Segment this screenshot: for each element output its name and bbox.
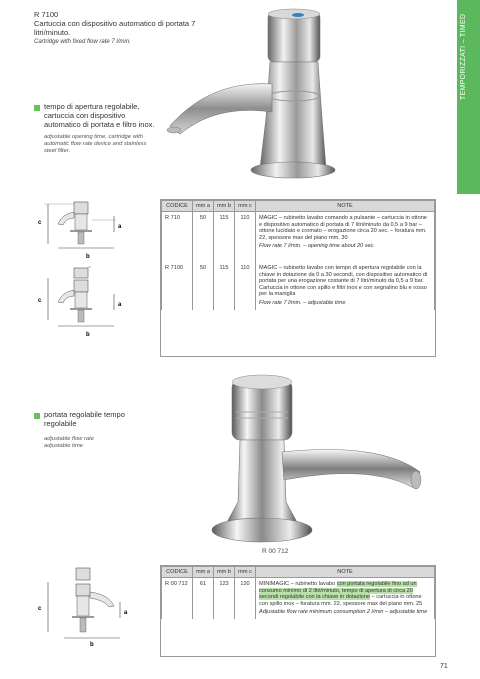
row-code: R 00 712: [162, 578, 193, 619]
row-c: 110: [235, 253, 256, 310]
row-note: [256, 253, 435, 310]
table-row: [162, 212, 435, 253]
table-header-row: [162, 567, 435, 578]
col-note: NOTE: [256, 567, 435, 578]
row-c: 110: [235, 212, 256, 253]
dim-c-label: c: [38, 606, 42, 612]
feature1-text: tempo di apertura regolabile, cartuccia con dispositivo automatico di portata e filtro inox.: [44, 102, 155, 129]
row-note-it: MAGIC – rubinetto lavabo comando a pulsante – cartuccia in ottone e dispositivo automatico di portata di 7 litri/minuto da 0,5 a 9 bar – ottone lucidato e cromato – erogazione circa 20 sec. – foratura mm. 22, spessore max del piano mm. 30: [259, 215, 427, 241]
table-header-row: [162, 201, 435, 212]
row-a: 50: [193, 212, 214, 253]
dim-c-label: c: [38, 298, 42, 304]
dimension-drawing-r710: [34, 198, 144, 262]
dim-b-label: b: [90, 642, 94, 648]
row-b: 115: [214, 212, 235, 253]
spec-table-2: [161, 566, 435, 619]
table-row: [162, 578, 435, 619]
spec-table-1: [161, 200, 435, 310]
col-code: CODICE: [162, 201, 193, 212]
cartridge-title-en: Cartridge with fixed flow rate 7 l/min.: [34, 39, 131, 45]
dimension-drawing-r7100: [34, 266, 144, 338]
spec-table-1-frame: [160, 199, 436, 357]
dim-b-label: b: [86, 254, 90, 260]
row-note-en: Flow rate 7 l/min. – adjustable time: [259, 299, 346, 306]
table-row: [162, 253, 435, 310]
spec-table-2-frame: [160, 565, 436, 657]
col-code: CODICE: [162, 567, 193, 578]
col-note: NOTE: [256, 201, 435, 212]
row-note: [256, 212, 435, 253]
row-note-post: – cartuccia in ottone con spillo inox – foratura mm. 22, spessore max del piano mm. 25: [259, 594, 423, 607]
col-a: mm a: [193, 201, 214, 212]
dim-a-label: a: [118, 224, 122, 230]
faucet-minimagic-image: [170, 372, 440, 557]
dim-b-label: b: [86, 332, 90, 338]
row-note-highlight: con portata regolabile fino ad un consumo minimo di 2 litri/minuto, tempo di apertura di circa 20 secondi regolabile con la chiave in dotazione: [259, 581, 417, 601]
category-tab: [457, 0, 480, 194]
page-number: 71: [440, 663, 448, 670]
col-b: mm b: [214, 201, 235, 212]
row-note-en: Flow rate 7 l/min. – opening time about 20 sec.: [259, 243, 375, 250]
product-code: R 7100: [34, 10, 59, 19]
row-c: 120: [235, 578, 256, 619]
feature1-text-en: adjustable opening time, cartridge with automatic flow rate device and stainless steel filter.: [44, 134, 147, 154]
cartridge-title: Cartuccia con dispositivo automatico di portata 7 litri/minuto.: [34, 19, 196, 37]
row-b: 123: [214, 578, 235, 619]
row-a: 61: [193, 578, 214, 619]
feature2-text-en: adjustable flow rate adjustable time: [44, 436, 94, 449]
faucet-magic-image: [150, 8, 400, 198]
col-c: mm c: [235, 201, 256, 212]
product2-code: R 00 712: [262, 548, 289, 555]
dimension-drawing-r00712: [34, 566, 144, 648]
row-a: 50: [193, 253, 214, 310]
row-b: 115: [214, 253, 235, 310]
feature-bullet: [34, 105, 40, 111]
col-a: mm a: [193, 567, 214, 578]
dim-a-label: a: [118, 302, 122, 308]
row-code: R 710: [162, 212, 193, 253]
row-note-en: Adjustable flow rate minimum consumption 2 l/min – adjustable time: [259, 609, 428, 616]
row-code: R 7100: [162, 253, 193, 310]
dim-a-label: a: [124, 610, 128, 616]
feature2-text: portata regolabile tempo regolabile: [44, 410, 125, 428]
row-note-pre: MINIMAGIC – rubinetto lavabo: [259, 581, 337, 587]
dim-c-label: c: [38, 220, 42, 226]
row-note: [256, 578, 435, 619]
col-b: mm b: [214, 567, 235, 578]
row-note-it: MAGIC – rubinetto lavabo con tempo di apertura regolabile con la chiave in dotazione da 0 a 30 secondi, con dispositivo automatico di portata per una erogazione costante di 7 litri/minuto da 0,5 a 9 bar. Cartuccia in ottone con spillo e filtri inox e con segnalino blu e rosso per la maniglia: [259, 264, 428, 298]
category-tab-label: TEMPORIZZATI – TIMED: [460, 13, 467, 100]
col-c: mm c: [235, 567, 256, 578]
feature-bullet: [34, 413, 40, 419]
